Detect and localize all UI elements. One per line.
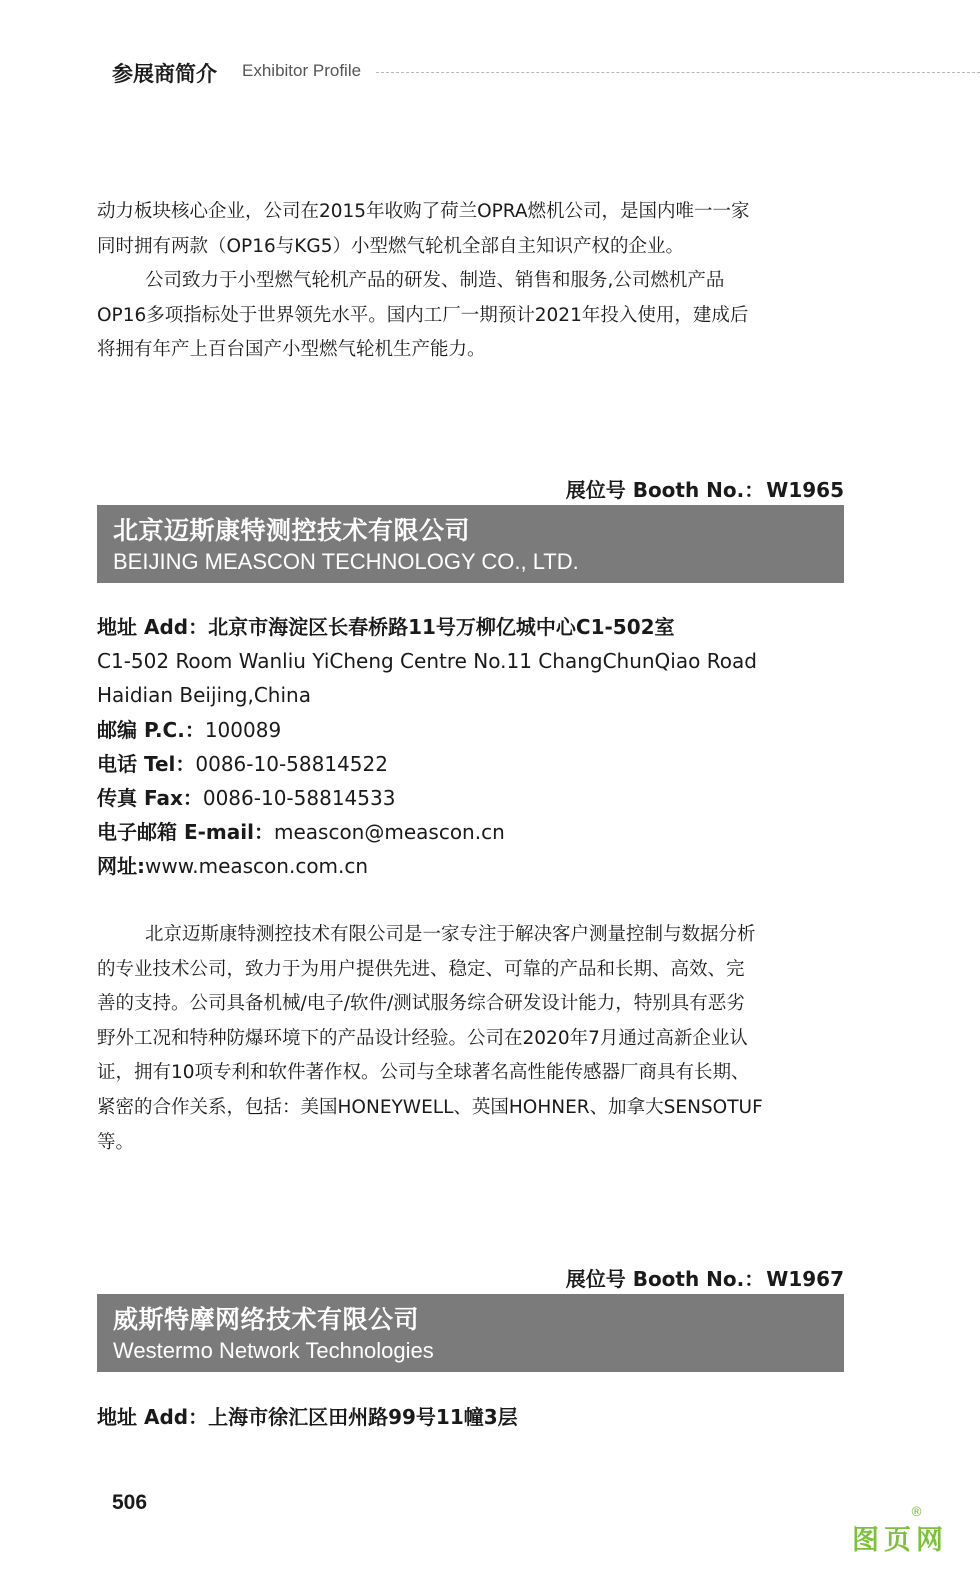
booth-number-2 bbox=[566, 1263, 844, 1292]
address-label: 地址 Add： bbox=[97, 615, 209, 639]
postcode-value: 100089 bbox=[204, 717, 282, 742]
address-cn: 北京市海淀区长春桥路11号万柳亿城中心C1-502室 bbox=[208, 615, 675, 639]
booth-label: 展位号 Booth No.： bbox=[565, 1267, 765, 1291]
company-name-cn: 北京迈斯康特测控技术有限公司 bbox=[113, 516, 471, 545]
company-description-1 bbox=[97, 918, 845, 1160]
description-line: 的专业技术公司，致力于为用户提供先进、稳定、可靠的产品和长期、高效、完 bbox=[97, 958, 745, 980]
address-en-line: C1-502 Room Wanliu YiCheng Centre No.11 ChangChunQiao Road bbox=[97, 649, 757, 674]
page-number: 506 bbox=[112, 1491, 148, 1514]
intro-line: 动力板块核心企业，公司在2015年收购了荷兰OPRA燃机公司，是国内唯一一家 bbox=[97, 201, 750, 222]
intro-line: 将拥有年产上百台国产小型燃气轮机生产能力。 bbox=[97, 339, 486, 361]
description-line: 紧密的合作关系，包括：美国HONEYWELL、英国HOHNER、加拿大SENSOTUF bbox=[97, 1096, 763, 1118]
intro-paragraph bbox=[97, 195, 845, 368]
contact-block-1 bbox=[97, 610, 845, 884]
website-label: 网址: bbox=[97, 854, 145, 879]
email-line bbox=[97, 815, 845, 849]
page-header bbox=[112, 56, 980, 88]
intro-line: 公司致力于小型燃气轮机产品的研发、制造、销售和服务,公司燃机产品 bbox=[145, 270, 725, 292]
email-label: 电子邮箱 E-mail： bbox=[97, 820, 274, 845]
address-line bbox=[97, 610, 845, 644]
header-title-en: Exhibitor Profile bbox=[242, 61, 362, 80]
company-banner-2 bbox=[97, 1294, 844, 1372]
watermark-logo: 图页网 bbox=[852, 1525, 948, 1556]
booth-value: W1965 bbox=[766, 478, 844, 502]
header-divider bbox=[376, 72, 980, 73]
address-cn: 上海市徐汇区田州路99号11幢3层 bbox=[208, 1405, 518, 1429]
description-line: 等。 bbox=[97, 1131, 135, 1153]
description-line: 善的支持。公司具备机械/电子/软件/测试服务综合研发设计能力，特别具有恶劣 bbox=[97, 993, 745, 1015]
description-line: 北京迈斯康特测控技术有限公司是一家专注于解决客户测量控制与数据分析 bbox=[145, 924, 756, 945]
postcode-label: 邮编 P.C.： bbox=[97, 717, 205, 742]
email-value[interactable]: meascon@meascon.cn bbox=[273, 820, 505, 845]
fax-line bbox=[97, 781, 845, 815]
company-name-en: Westermo Network Technologies bbox=[113, 1338, 434, 1363]
booth-label: 展位号 Booth No.： bbox=[565, 478, 765, 502]
booth-value: W1967 bbox=[766, 1267, 844, 1291]
tel-line bbox=[97, 747, 845, 781]
registered-mark: ® bbox=[910, 1505, 923, 1520]
website-line bbox=[97, 849, 845, 883]
company-banner-1 bbox=[97, 505, 844, 583]
address-en-line: Haidian Beijing,China bbox=[97, 683, 311, 708]
intro-line: OP16多项指标处于世界领先水平。国内工厂一期预计2021年投入使用，建成后 bbox=[97, 304, 749, 326]
description-line: 野外工况和特种防爆环境下的产品设计经验。公司在2020年7月通过高新企业认 bbox=[97, 1027, 748, 1049]
tel-label: 电话 Tel： bbox=[97, 751, 196, 776]
company-name-cn: 威斯特摩网络技术有限公司 bbox=[113, 1305, 420, 1334]
postcode-line bbox=[97, 713, 845, 747]
booth-number-1 bbox=[566, 474, 844, 503]
header-title-cn: 参展商简介 bbox=[112, 62, 217, 86]
description-line: 证，拥有10项专利和软件著作权。公司与全球著名高性能传感器厂商具有长期、 bbox=[97, 1062, 750, 1084]
contact-block-2 bbox=[97, 1400, 845, 1434]
fax-value: 0086-10-58814533 bbox=[202, 786, 396, 811]
address-label: 地址 Add： bbox=[97, 1405, 209, 1429]
website-value[interactable]: www.meascon.com.cn bbox=[145, 854, 369, 879]
tel-value: 0086-10-58814522 bbox=[195, 751, 388, 776]
intro-line: 同时拥有两款（OP16与KG5）小型燃气轮机全部自主知识产权的企业。 bbox=[97, 235, 684, 257]
company-name-en: BEIJING MEASCON TECHNOLOGY CO., LTD. bbox=[113, 549, 579, 574]
fax-label: 传真 Fax： bbox=[97, 786, 203, 811]
address-line bbox=[97, 1400, 845, 1434]
